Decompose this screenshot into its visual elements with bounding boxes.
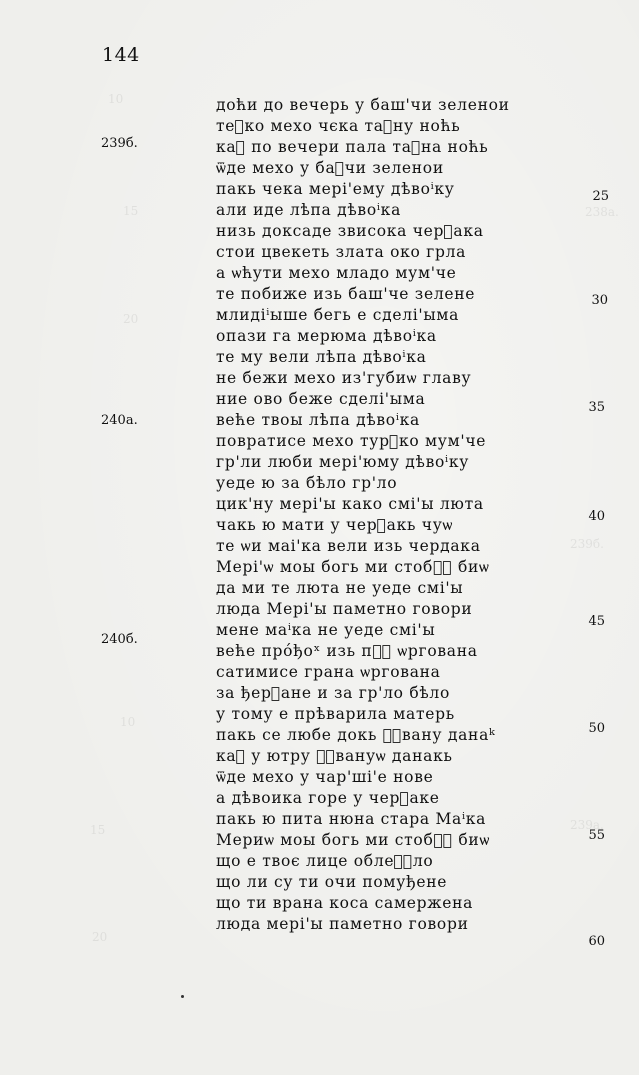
verse-line: не бежи мехо из'губиѡ главу [216, 369, 472, 387]
show-through-mark: 15 [90, 823, 106, 837]
verse-line: те побиже изь баш'че зелене [216, 285, 476, 303]
verse-line: али иде лѣпа дѣвоⁱка [216, 201, 402, 219]
verse-line: те му вели лѣпа дѣвоⁱка [216, 348, 427, 366]
verse-line: те ѡи маі'ка вели изь чердака [216, 537, 481, 555]
verse-line: повратисе мехо турᷱко мум'че [216, 432, 487, 450]
verse-line: да ми те люта не уеде смі'ы [216, 579, 464, 597]
verse-line: ѿде мехо у баᷮчи зеленои [216, 159, 444, 177]
show-through-mark: 20 [92, 930, 108, 944]
verse-line: а дѣвоика горе у черᷣаке [216, 789, 440, 807]
page-number: 144 [102, 44, 140, 66]
line-number-55: 55 [588, 828, 605, 843]
verse-line: пакь чека мері'ему дѣвоⁱку [216, 180, 455, 198]
line-number-45: 45 [588, 614, 605, 629]
margin-label-239b: 239б. [101, 136, 138, 151]
verse-line: низь доксаде звисока черᷣака [216, 222, 484, 240]
show-through-mark: 238а. [585, 205, 619, 219]
verse-line: пакь се любе докь ѡᷱвану данаᵏ [216, 726, 496, 744]
show-through-mark: 20 [123, 312, 139, 326]
verse-line: доћи до вечерь у баш'чи зеленои [216, 96, 510, 114]
verse-line: опази га мерюма дѣвоⁱка [216, 327, 437, 345]
verse-line: млидіⁱыше бегь е сделі'ыма [216, 306, 460, 324]
margin-label-240a: 240а. [101, 413, 138, 428]
verse-line: за ђерᷣане и за гр'ло бѣло [216, 684, 451, 702]
verse-line: чакь ю мати у черᷣакь чуѡ [216, 516, 454, 534]
margin-label-240b: 240б. [101, 632, 138, 647]
line-number-50: 50 [588, 721, 605, 736]
verse-line: каᷣ по вечери пала та᷻на ноћь [216, 138, 489, 156]
verse-line: ѿде мехо у чар'ші'е нове [216, 768, 434, 786]
verse-line: Мериѡ моы богь ми стобѡᷧ биѡ [216, 831, 490, 849]
verse-line: пакь ю пита нюна стара Маⁱка [216, 810, 487, 828]
line-number-40: 40 [588, 509, 605, 524]
line-number-30: 30 [591, 293, 608, 308]
line-number-35: 35 [588, 400, 605, 415]
show-through-mark: 239б. [570, 537, 604, 551]
verse-line: ние ово беже сделі'ыма [216, 390, 426, 408]
show-through-mark: 10 [120, 715, 136, 729]
verse-line: гр'ли люби мері'юму дѣвоⁱку [216, 453, 470, 471]
verse-line: сатимисе грана ѡргована [216, 663, 441, 681]
verse-line: стои цвекеть злата око грла [216, 243, 467, 261]
verse-line: а ѡћути мехо младо мум'че [216, 264, 457, 282]
verse-line: цик'ну мері'ы како смі'ы люта [216, 495, 484, 513]
line-number-60: 60 [588, 934, 605, 949]
verse-line: веће про́ђоˣ изь пѡᷣ ѡргована [216, 642, 478, 660]
verse-line: люда мері'ы паметно говори [216, 915, 469, 933]
verse-line: у тому е прѣварила матерь [216, 705, 455, 723]
show-through-mark: 239а. [570, 818, 604, 832]
verse-line: люда Мері'ы паметно говори [216, 600, 473, 618]
verse-line: мене маⁱка не уеде смі'ы [216, 621, 436, 639]
verse-line: уеде ю за бѣло гр'ло [216, 474, 398, 492]
verse-line: каᷣ у ютру ѡᷱвануѡ данакь [216, 747, 453, 765]
verse-line: що ли су ти очи помуђене [216, 873, 448, 891]
show-through-mark: 15 [123, 204, 139, 218]
verse-line: теᷗко мехо чєка та᷻ну ноћь [216, 117, 461, 135]
ink-speck [181, 995, 184, 998]
verse-line: веће твоы лѣпа дѣвоⁱка [216, 411, 420, 429]
verse-line: що е твоє лице облеᷣᷣло [216, 852, 434, 870]
poem-text [216, 95, 510, 935]
show-through-mark: 10 [108, 92, 124, 106]
verse-line: що ти врана коса самержена [216, 894, 474, 912]
line-number-25: 25 [592, 189, 609, 204]
verse-line: Мері'ѡ моы богь ми стобѡᷧ биѡ [216, 558, 490, 576]
